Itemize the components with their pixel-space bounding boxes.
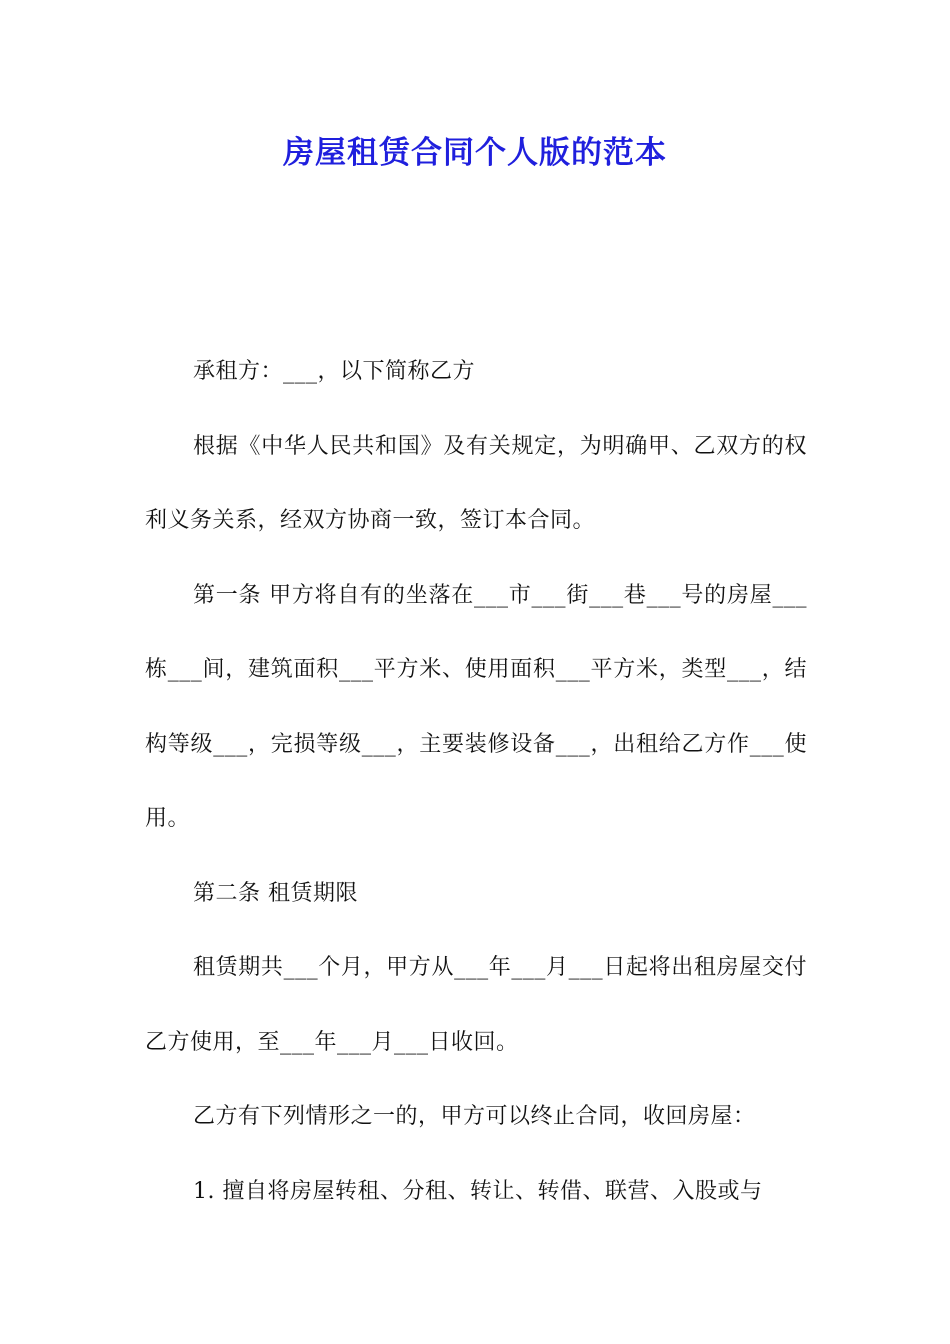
paragraph-termination-conditions: 乙方有下列情形之一的，甲方可以终止合同，收回房屋： [193,1104,756,1129]
paragraph-lessee: 承租方：___，以下简称乙方 [193,359,476,384]
document-title: 房屋租赁合同个人版的范本 [283,135,667,171]
paragraph-condition-1: 1. 擅自将房屋转租、分租、转让、转借、联营、入股或与 [193,1178,763,1204]
paragraph-lease-term: 租赁期共___个月，甲方从___年___月___日起将出租房屋交付乙方使用，至___年___月___日收回。 [145,955,807,1055]
paragraph-article-1: 第一条 甲方将自有的坐落在___市___街___巷___号的房屋___栋___间，建筑面积___平方米、使用面积___平方米，类型___，结构等级___，完损等级___，主要装修设备___，出租给乙方作___使用。 [145,582,807,831]
paragraph-article-2-heading: 第二条 租赁期限 [193,880,358,906]
document-body [145,335,807,1229]
paragraph-preamble: 根据《中华人民共和国》及有关规定，为明确甲、乙双方的权利义务关系，经双方协商一致，签订本合同。 [145,433,807,533]
